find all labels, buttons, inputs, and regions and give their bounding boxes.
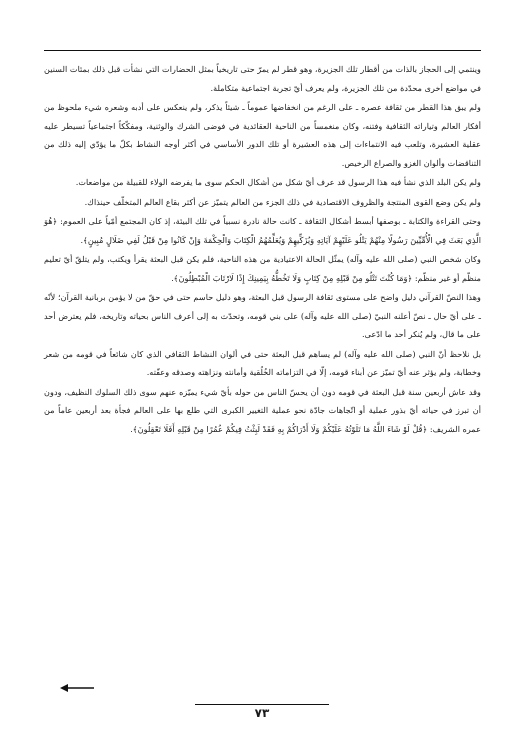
quran-verse: ﴿وَمَا كُنْتَ تَتْلُو مِنْ قَبْلِهِ مِنْ كِتَابٍ وَلَا تَخُطُّهُ بِيَمِينِكَ إِذًا لَارْتَابَ الْمُبْطِلُونَ﴾.: [171, 272, 413, 283]
page-number: ٧٣: [254, 706, 270, 720]
paragraph: [44, 60, 481, 97]
paragraph-text: وكان شخص النبي (صلى الله عليه وآله) يمثّل الحالة الاعتيادية من هذه الناحية، فلم يكن قبل البعثة يقرأ ويكتب، ولم يتلقّ أيّ تعليم منظّم أو غير منظّم:: [44, 254, 481, 283]
quran-verse: ﴿هُوَ الَّذِي بَعَثَ فِي الْأُمِّيِّينَ رَسُولًا مِنْهُمْ يَتْلُو عَلَيْهِمْ آيَاتِهِ وَيُزَكِّيهِمْ وَيُعَلِّمُهُمُ الْكِتَابَ وَالْحِكْمَةَ وَإِنْ كَانُوا مِنْ قَبْلُ لَفِي ضَلَالٍ مُبِينٍ﴾.: [44, 216, 481, 245]
paragraph-text: وينتمي إلى الحجاز بالذات من أقطار تلك الجزيرة، وهو قطر لم يمرّ حتى تاريخياً بمثل الحضارات التي نشأت قبل ذلك بمئات السنين في مواضع أخرى محدّدة من تلك الجزيرة، ولم يعرف أيّ تجربة اجتماعية متكاملة.: [44, 64, 481, 93]
paragraph-text: ولم يكن وضع القوى المنتجة والظروف الاقتصادية في ذلك الجزء من العالم يتميّز عن أكثر بقاع العالم المتخلّف حينذاك.: [84, 196, 481, 207]
top-rule: [44, 50, 481, 51]
bottom-rule: [195, 704, 329, 705]
paragraph-text: بل نلاحظ أنّ النبي (صلى الله عليه وآله) لم يساهم قبل البعثة حتى في ألوان النشاط الثقافي الذي كان شائعاً في قومه من شعر وخطابة، ولم يؤثر عنه أيّ تميّز عن أبناء قومه، إلّا في التزاماته الخُلُقية وأمانته ونزاهته وصدقه وعفّته.: [44, 348, 481, 377]
paragraph: [44, 98, 481, 172]
paragraph-text: ولم يبق هذا القطر من ثقافة عصره ـ على الرغم من انخفاضها عموماً ـ شيئاً يذكر، ولم ينعكس على أدبه وشعره شيء ملحوظ من أفكار العالم وتياراته الثقافية وفتنه، وكان منغمساً من الناحية العقائدية في فوضى الشرك والوثنية، ومفكّكاً اجتماعياً تسيطر عليه عقلية العشيرة، وتلعب فيه الانتماءات إلى هذه العشيرة أو تلك الدور الأساسي في أكثر أوجه النشاط بكلّ ما يؤدّي إليه ذلك من التناقضات وألوان الغزو والصراع الرخيص.: [44, 102, 481, 168]
paragraph: [44, 193, 481, 212]
paragraph: [44, 173, 481, 192]
quran-verse: ﴿قُلْ لَوْ شَاءَ اللَّهُ مَا تَلَوْتُهُ عَلَيْكُمْ وَلَا أَدْرَاكُمْ بِهِ فَقَدْ لَبِثْتُ فِيكُمْ عُمُرًا مِنْ قَبْلِهِ أَفَلَا تَعْقِلُونَ﴾.: [130, 423, 428, 434]
paragraph: [44, 383, 481, 439]
paragraph-text: ولم يكن البلد الذي نشأ فيه هذا الرسول قد عرف أيّ شكل من أشكال الحكم سوى ما يفرضه الولاء للقبيلة من مواضعات.: [75, 177, 481, 187]
page-body: [44, 60, 481, 438]
paragraph: [44, 212, 481, 249]
paragraph-text: وهذا النصّ القرآني دليل واضح على مستوى ثقافة الرسول قبل البعثة، وهو دليل حاسم حتى في حقّ من لا يؤمن بربانية القرآن؛ لأنّه ـ على أيّ حال ـ نصّ أعلنه النبيّ (صلى الله عليه وآله) على بني قومه، وتحدّث به إلى أعرف الناس بحياته وتاريخه، فلم يعترض أحد على ما قال، ولم يُنكر أحد ما ادّعى.: [44, 292, 481, 339]
paragraph-text: وحتى القراءة والكتابة ـ بوصفها أبسط أشكال الثقافة ـ كانت حالة نادرة نسبياً في تلك البيئة، إذ كان المجتمع أمّياً على العموم:: [60, 216, 481, 226]
paragraph-text: وقد عاش أربعين سنة قبل البعثة في قومه دون أن يحسّ الناس من حوله بأيّ شيء يميّزه عنهم سوى ذلك السلوك النظيف، ودون أن تبرز في حياته أيّ بذور عملية أو اتّجاهات جادّة نحو عملية التغيير الكبرى التي طلع بها على العالم فجأة بعد أربعين عاماً من عمره الشريف:: [44, 386, 481, 434]
paragraph: [44, 250, 481, 287]
paragraph: [44, 288, 481, 344]
left-arrow-icon[interactable]: [60, 683, 94, 693]
paragraph: [44, 345, 481, 382]
